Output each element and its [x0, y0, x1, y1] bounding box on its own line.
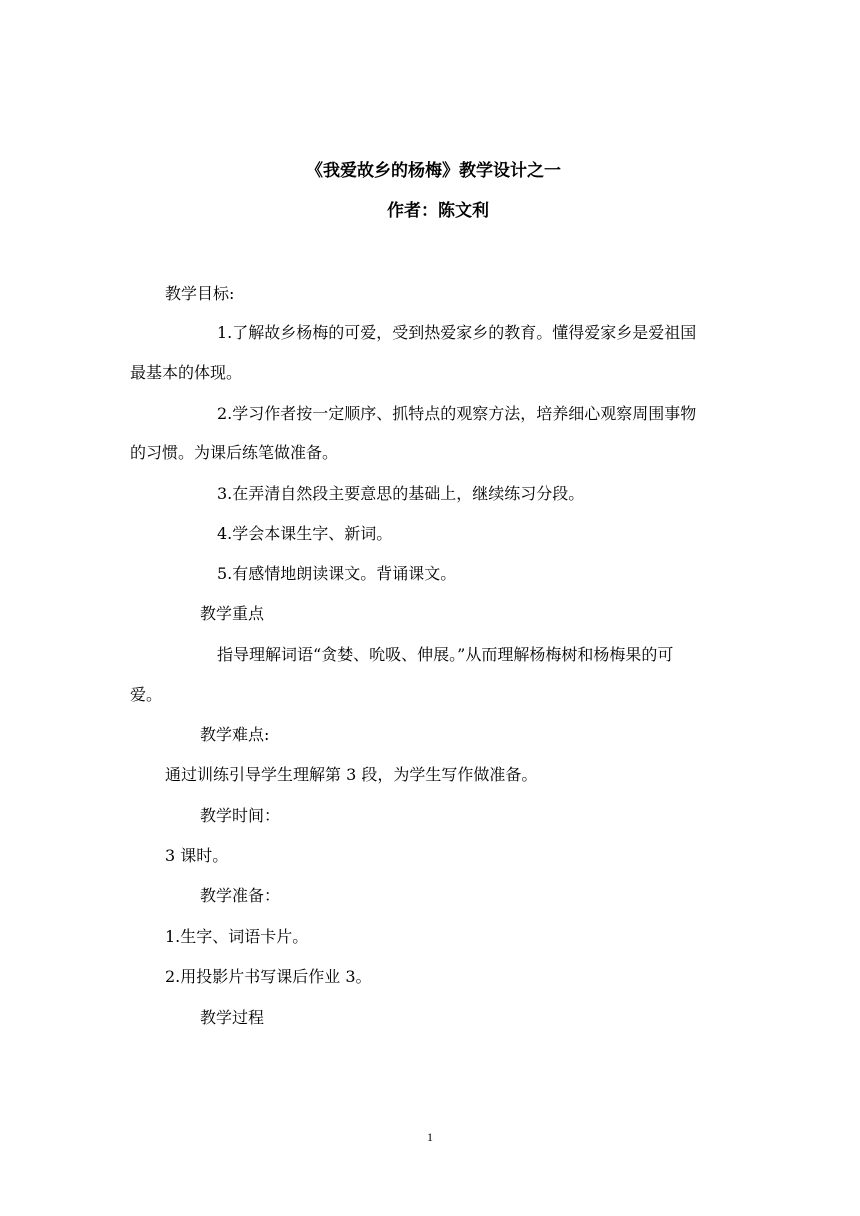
objective-1-line-1: 1.了解故乡杨梅的可爱，受到热爱家乡的教育。懂得爱家乡是爱祖国 — [217, 323, 697, 342]
document-author: 作者：陈文利 — [387, 201, 489, 221]
document-title: 《我爱故乡的杨梅》教学设计之一 — [306, 161, 561, 181]
objective-2-line-1: 2.学习作者按一定顺序、抓特点的观察方法，培养细心观察周围事物 — [217, 404, 697, 423]
time-text: 3 课时。 — [165, 846, 229, 865]
prep-item-1: 1.生字、词语卡片。 — [165, 927, 309, 946]
difficulty-heading: 教学难点: — [200, 725, 270, 744]
difficulty-text: 通过训练引导学生理解第 3 段，为学生写作做准备。 — [165, 765, 538, 784]
prep-item-2: 2.用投影片书写课后作业 3。 — [165, 967, 372, 986]
objective-2-line-2: 的习惯。为课后练笔做准备。 — [130, 443, 339, 462]
key-points-line-2: 爱。 — [130, 685, 163, 704]
time-heading: 教学时间： — [200, 806, 281, 825]
process-heading: 教学过程 — [200, 1008, 265, 1027]
prep-heading: 教学准备： — [200, 886, 281, 905]
objective-5: 5.有感情地朗读课文。背诵课文。 — [217, 564, 457, 583]
key-points-heading: 教学重点 — [200, 604, 265, 623]
objective-1-line-2: 最基本的体现。 — [130, 363, 243, 382]
page-number: 1 — [427, 1130, 433, 1144]
key-points-line-1: 指导理解词语“贪婪、吮吸、伸展。”从而理解杨梅树和杨梅果的可 — [217, 645, 674, 664]
objective-4: 4.学会本课生字、新词。 — [217, 524, 393, 543]
objective-3: 3.在弄清自然段主要意思的基础上，继续练习分段。 — [217, 484, 585, 503]
objectives-heading: 教学目标: — [165, 284, 235, 303]
